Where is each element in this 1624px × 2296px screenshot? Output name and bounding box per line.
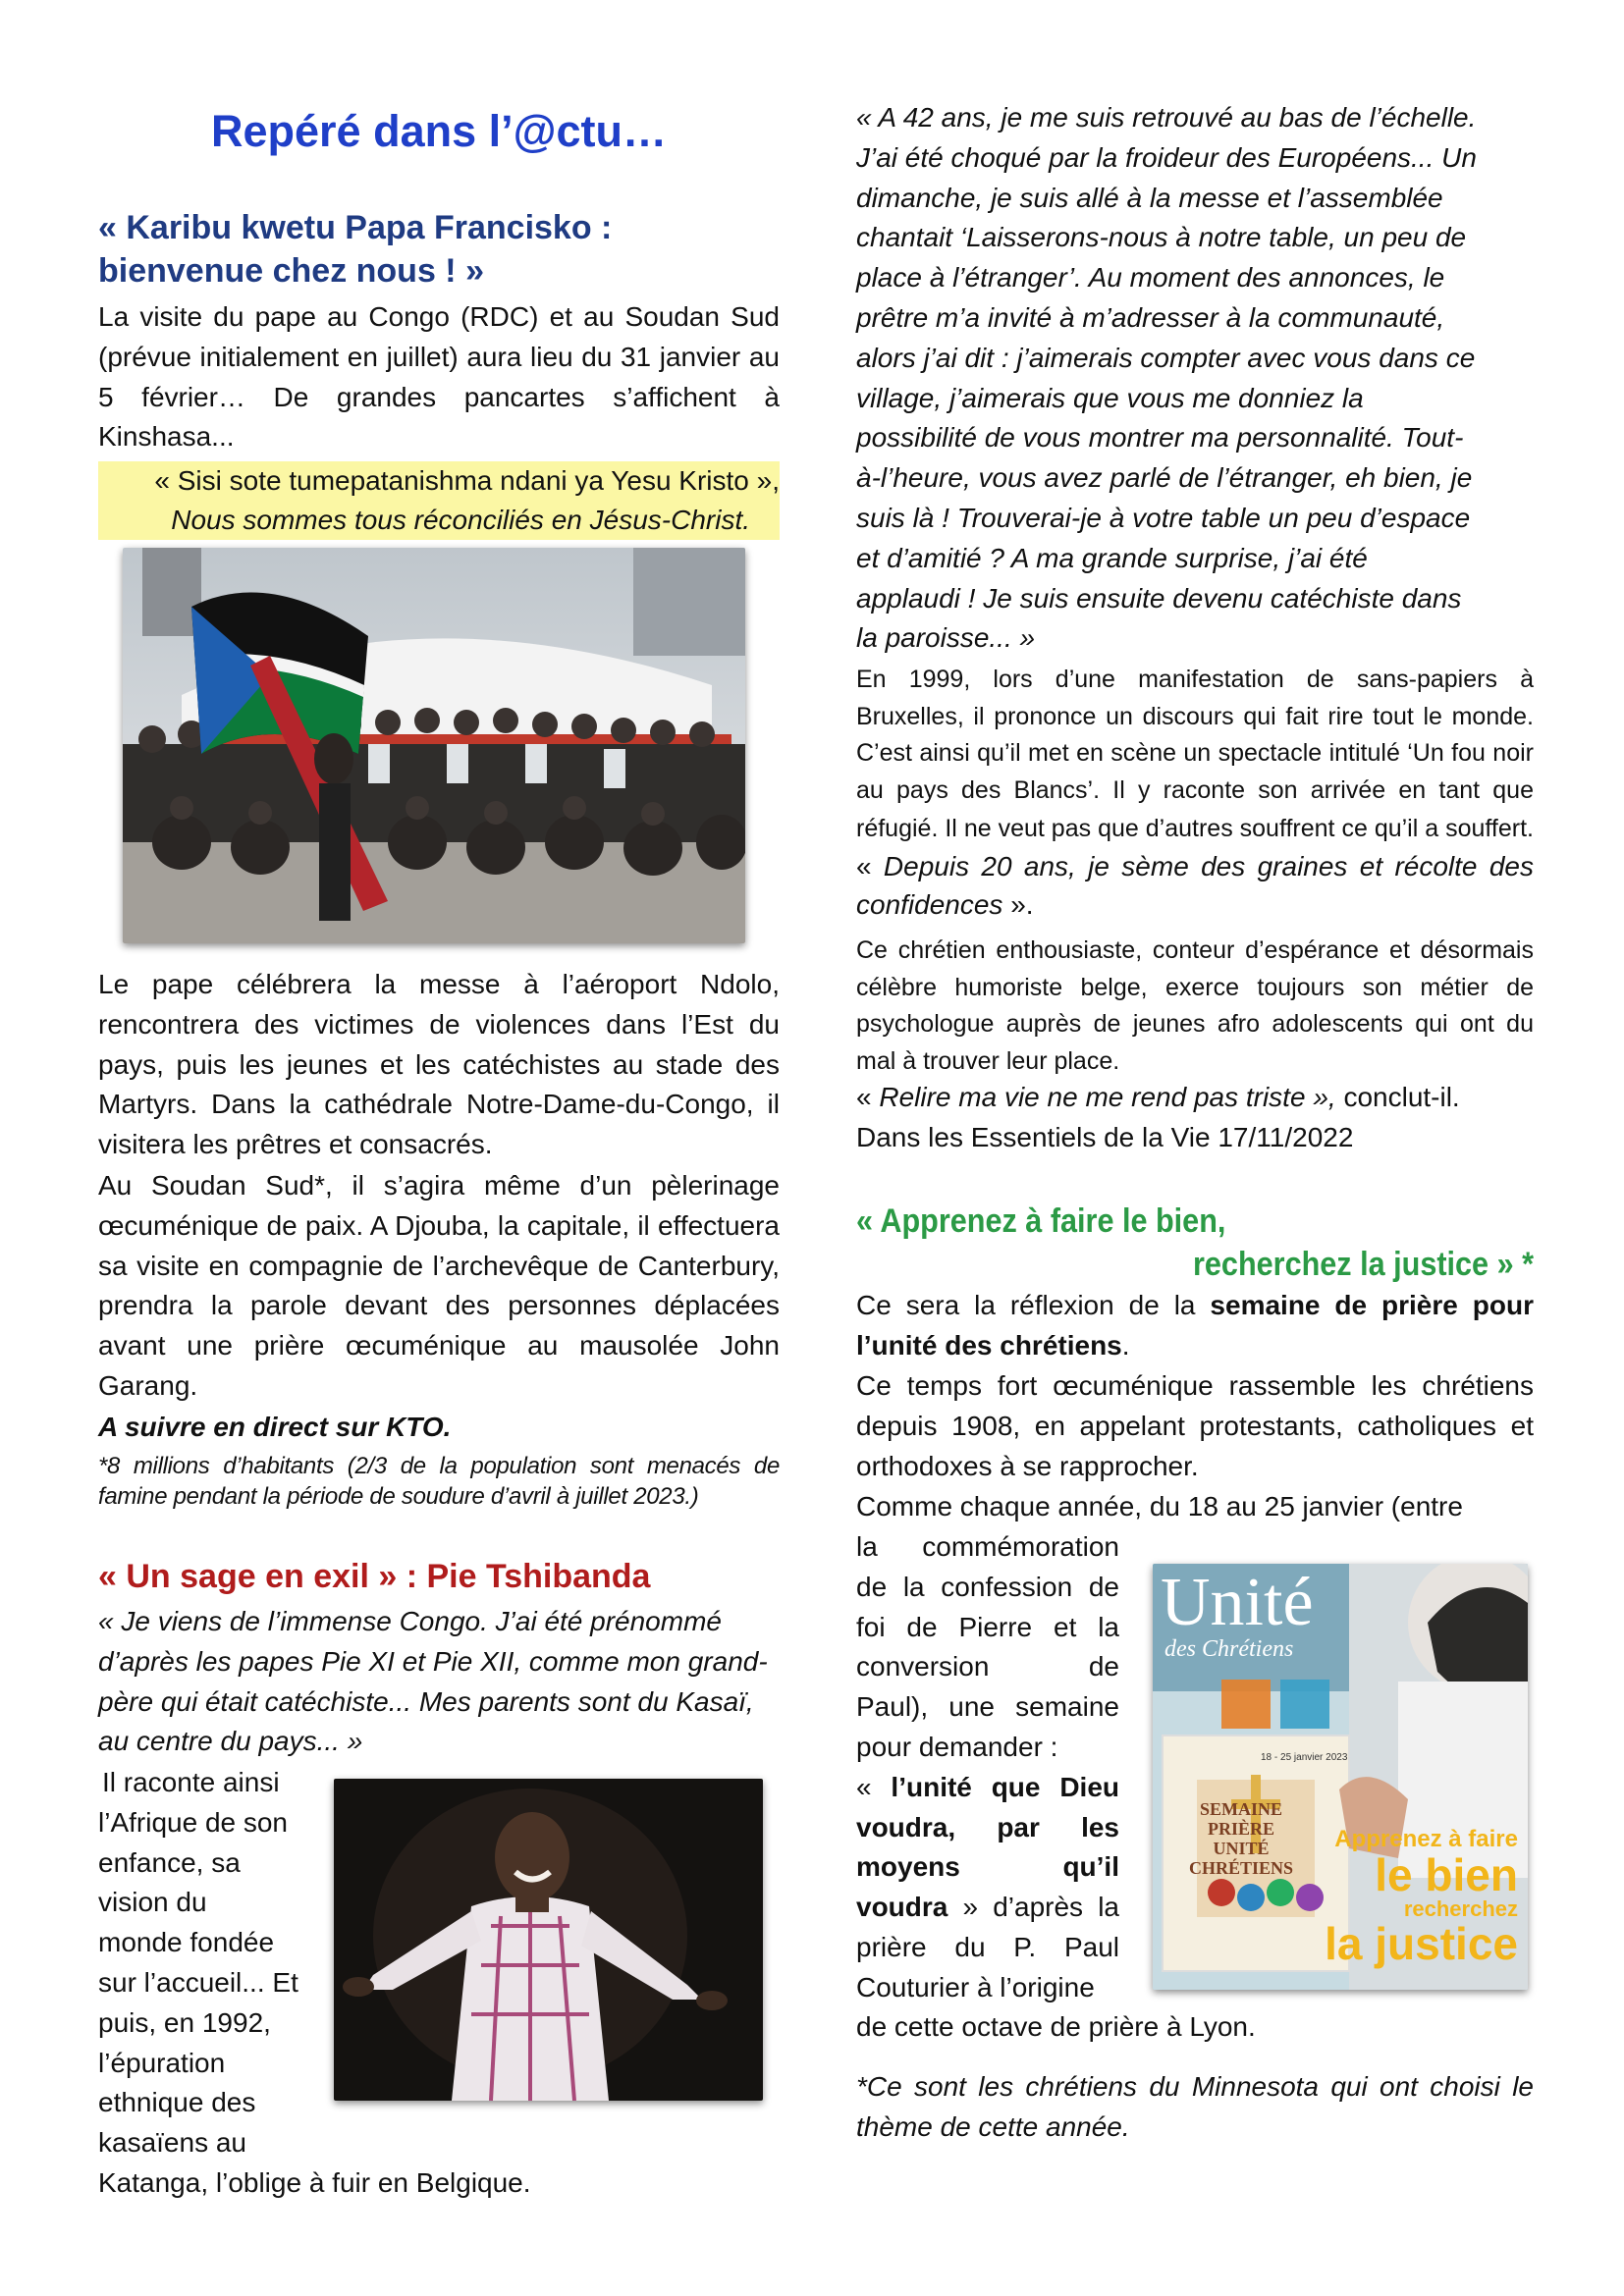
quote-line: dimanche, je suis allé à la messe et l’assemblée	[856, 182, 1443, 213]
karibu-para-1: Le pape célébrera la messe à l’aéroport Ndolo, rencontrera des victimes de violences dans l’Est du pays, puis les jeunes et les catéchistes au stade des Martyrs. Dans la cathédrale Notre-Dame-du-Congo, il visitera les prêtres et consacrés.	[98, 969, 780, 1160]
sage-last-line: Katanga, l’oblige à fuir en Belgique.	[98, 2167, 531, 2198]
wrap-line: conversion de	[856, 1651, 1119, 1682]
quote-line: suis là ! Trouverai-je à votre table un peu d’espace	[856, 502, 1471, 533]
page-title: Repéré dans l’@ctu…	[211, 106, 667, 156]
unite-wrap-text	[856, 1527, 1119, 2008]
quote-line: « A 42 ans, je me suis retrouvé au bas de l’échelle.	[856, 102, 1477, 133]
exile-quote	[856, 98, 1534, 659]
sage-heading: « Un sage en exil » : Pie Tshibanda	[98, 1558, 651, 1595]
quote-line: à-l’heure, vous avez parlé de l’étranger, eh bien, je	[856, 462, 1473, 494]
wrap-line: l’épuration	[98, 2047, 226, 2078]
wrap-line: l’Afrique de son	[98, 1806, 289, 1838]
poster-title: Unité	[1161, 1565, 1314, 1640]
crowd-flag-image	[123, 548, 745, 943]
quote-line: la paroisse... »	[856, 622, 1036, 654]
quote-line: prêtre m’a invité à m’adresser à la communauté,	[856, 301, 1445, 333]
quote-line: applaudi ! Je suis ensuite devenu catéchiste dans	[856, 582, 1462, 614]
quote-line: chantait ‘Laisserons-nous à notre table, un peu de	[856, 222, 1467, 253]
wrap-line: ethnique des	[98, 2087, 256, 2118]
poster-subtitle: des Chrétiens	[1164, 1636, 1294, 1662]
para-1999: En 1999, lors d’une manifestation de sans-papiers à Bruxelles, il prononce un discours qui fait rire tout le monde. C’est ainsi qu’il met en scène un spectacle intitulé ‘Un fou noir au pays des Blancs’. Il y raconte son arrivée en tant que réfugié. Il ne veut pas que d’autres souffrent ce qu’il a souffert. « Depuis 20 ans, je sème des graines et récolte des confidences ».	[856, 666, 1534, 920]
quote-line: et d’amitié ? A ma grande surprise, j’ai été	[856, 542, 1368, 573]
wrap-line: puis, en 1992,	[98, 2006, 271, 2038]
wrap-line: vision du	[98, 1887, 207, 1918]
poster-inner-text: SEMAINE PRIÈRE UNITÉ CHRÉTIENS	[1188, 1799, 1294, 1878]
wrap-line: Paul), une semaine	[856, 1691, 1119, 1723]
poster-slogan: Apprenez à faire le bien recherchez la justice	[1325, 1826, 1518, 1969]
performer-image	[334, 1779, 763, 2101]
wrap-line: pour demander :	[856, 1731, 1058, 1762]
sage-quote: « Je viens de l’immense Congo. J’ai été prénommé d’après les papes Pie XI et Pie XII, comme mon grand-père qui était catéchiste... Mes parents sont du Kasaï, au centre du pays... »	[98, 1606, 768, 1757]
quote-line: village, j’aimerais que vous me donniez la	[856, 382, 1364, 413]
source-line: Dans les Essentiels de la Vie 17/11/2022	[856, 1122, 1354, 1152]
relire-line: « Relire ma vie ne me rend pas triste », conclut-il.	[856, 1082, 1460, 1112]
chaque-annee-line: Comme chaque année, du 18 au 25 janvier (entre	[856, 1491, 1463, 1522]
quote-line: place à l’étranger’. Au moment des annonces, le	[856, 262, 1445, 294]
wrap-line: monde fondée	[98, 1927, 275, 1958]
semaine-para: Ce sera la réflexion de la semaine de prière pour l’unité des chrétiens.	[856, 1290, 1534, 1361]
quote-line: possibilité de vous montrer ma personnalité. Tout-	[856, 422, 1464, 454]
para-chretien: Ce chrétien enthousiaste, conteur d’espérance et désormais célèbre humoriste belge, exerce toujours son métier de psychologue auprès de jeunes afro adolescents qui ont du mal à trouver leur place.	[856, 936, 1534, 1075]
wrap-line: enfance, sa	[98, 1846, 241, 1878]
kto-line: A suivre en direct sur KTO.	[98, 1412, 452, 1442]
green-heading: « Apprenez à faire le bien, recherchez la justice » *	[856, 1202, 1534, 1283]
karibu-quote-highlight	[98, 461, 780, 540]
karibu-para-2: Au Soudan Sud*, il s’agira même d’un pèlerinage œcuménique de paix. A Djouba, la capitale, il effectuera sa visite en compagnie de l’archevêque de Canterbury, prendra la parole devant des personnes déplacées avant une prière œcuménique au mausolée John Garang.	[98, 1170, 780, 1401]
quote-line: J’ai été choqué par la froideur des Européens... Un	[856, 141, 1477, 173]
quote-french: Nous sommes tous réconciliés en Jésus-Christ.	[171, 505, 750, 535]
karibu-heading: « Karibu kwetu Papa Francisko : bienvenue chez nous ! »	[98, 209, 613, 290]
karibu-footnote: *8 millions d’habitants (2/3 de la population sont menacés de famine pendant la période de soudure d’avril à juillet 2023.)	[98, 1453, 780, 1510]
crowd-flag-photo	[123, 548, 745, 943]
octave-line: de cette octave de prière à Lyon.	[856, 2011, 1256, 2042]
quote-swahili: « Sisi sote tumepatanishma ndani ya Yesu Kristo »,	[154, 465, 780, 496]
wrap-line: Il raconte ainsi	[102, 1767, 280, 1797]
pie-tshibanda-photo	[334, 1779, 763, 2101]
minnesota-note: *Ce sont les chrétiens du Minnesota qui ont choisi le thème de cette année.	[856, 2071, 1534, 2142]
wrap-line: de la confession de	[856, 1571, 1119, 1602]
wrap-line: la commémoration	[856, 1531, 1119, 1562]
quote-line: alors j’ai dit : j’aimerais compter avec vous dans ce	[856, 342, 1476, 373]
wrap-line: sur l’accueil... Et	[98, 1966, 298, 1998]
wrap-line: foi de Pierre et la	[856, 1611, 1119, 1642]
unite-poster	[1153, 1564, 1528, 1990]
sage-wrap-text	[98, 1763, 344, 2163]
poster-dates: 18 - 25 janvier 2023	[1261, 1752, 1348, 1763]
unite-quote: « l’unité que Dieu voudra, par les moyens qu’il voudra » d’après la prière du P. Paul Couturier à l’origine	[856, 1771, 1119, 2002]
karibu-intro: La visite du pape au Congo (RDC) et au Soudan Sud (prévue initialement en juillet) aura lieu du 31 janvier au 5 février… De grandes pancartes s’affichent à Kinshasa...	[98, 301, 780, 453]
oecumenique-para: Ce temps fort œcuménique rassemble les chrétiens depuis 1908, en appelant protestants, catholiques et orthodoxes à se rapprocher.	[856, 1370, 1534, 1481]
wrap-line: kasaïens au	[98, 2127, 246, 2159]
